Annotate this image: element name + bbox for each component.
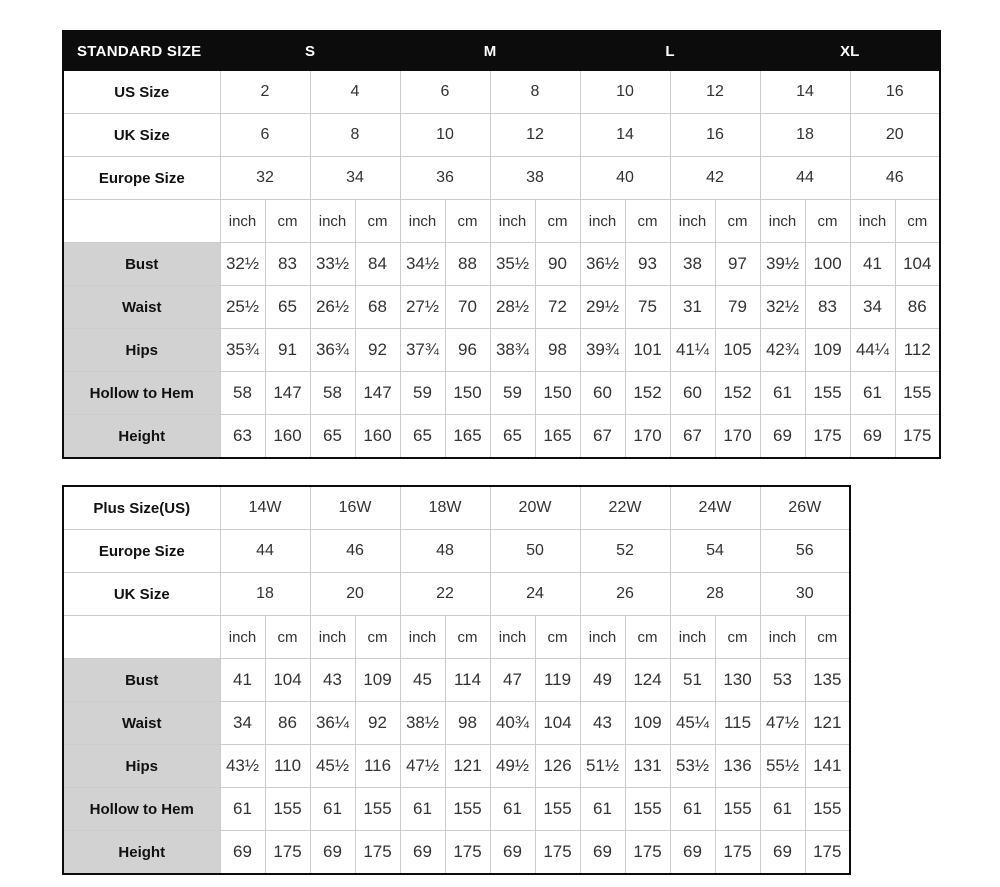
measure-value-cell: 45¼ [670, 702, 715, 745]
size-row [63, 71, 940, 114]
measure-value-cell: 33½ [310, 243, 355, 286]
measure-value-cell: 43 [310, 659, 355, 702]
measure-value-cell: 37¾ [400, 329, 445, 372]
measure-value-cell: 27½ [400, 286, 445, 329]
size-value-cell: 42 [670, 157, 760, 200]
unit-inch-cell: inch [760, 616, 805, 659]
unit-inch-cell: inch [580, 616, 625, 659]
measure-value-cell: 67 [580, 415, 625, 459]
measure-value-cell: 124 [625, 659, 670, 702]
measure-value-cell: 100 [805, 243, 850, 286]
size-value-cell: 30 [760, 573, 850, 616]
size-row [63, 157, 940, 200]
measure-value-cell: 38½ [400, 702, 445, 745]
measure-value-cell: 29½ [580, 286, 625, 329]
unit-inch-cell: inch [580, 200, 625, 243]
unit-cm-cell: cm [715, 616, 760, 659]
size-value-cell: 46 [850, 157, 940, 200]
size-value-cell: 20W [490, 486, 580, 530]
measure-row [63, 415, 940, 459]
size-value-cell: 40 [580, 157, 670, 200]
measure-value-cell: 92 [355, 329, 400, 372]
measure-value-cell: 47½ [760, 702, 805, 745]
unit-inch-cell: inch [760, 200, 805, 243]
size-value-cell: 10 [580, 71, 670, 114]
size-row [63, 486, 850, 530]
measure-value-cell: 175 [805, 415, 850, 459]
measure-value-cell: 160 [265, 415, 310, 459]
measure-row [63, 329, 940, 372]
size-value-cell: 14 [760, 71, 850, 114]
measure-value-cell: 104 [265, 659, 310, 702]
measure-value-cell: 69 [670, 831, 715, 875]
measure-value-cell: 147 [355, 372, 400, 415]
measure-value-cell: 131 [625, 745, 670, 788]
measure-value-cell: 39½ [760, 243, 805, 286]
unit-inch-cell: inch [220, 200, 265, 243]
unit-cm-cell: cm [625, 616, 670, 659]
size-row [63, 114, 940, 157]
size-value-cell: 6 [400, 71, 490, 114]
measure-value-cell: 36¾ [310, 329, 355, 372]
measure-value-cell: 61 [670, 788, 715, 831]
size-value-cell: 36 [400, 157, 490, 200]
size-row [63, 530, 850, 573]
measure-value-cell: 61 [760, 372, 805, 415]
measure-value-cell: 35¾ [220, 329, 265, 372]
size-value-cell: 52 [580, 530, 670, 573]
unit-row-blank-cell [63, 200, 220, 243]
measure-row [63, 831, 850, 875]
measure-row-label: Hollow to Hem [63, 372, 220, 415]
measure-value-cell: 44¼ [850, 329, 895, 372]
size-row [63, 573, 850, 616]
measure-row [63, 659, 850, 702]
measure-value-cell: 36¼ [310, 702, 355, 745]
measure-row [63, 372, 940, 415]
unit-row-blank-cell [63, 616, 220, 659]
measure-value-cell: 109 [355, 659, 400, 702]
measure-value-cell: 51 [670, 659, 715, 702]
measure-value-cell: 175 [625, 831, 670, 875]
measure-row [63, 788, 850, 831]
size-value-cell: 26 [580, 573, 670, 616]
size-group-header: M [400, 31, 580, 71]
measure-value-cell: 150 [445, 372, 490, 415]
measure-value-cell: 83 [805, 286, 850, 329]
measure-value-cell: 98 [535, 329, 580, 372]
measure-value-cell: 150 [535, 372, 580, 415]
measure-value-cell: 109 [625, 702, 670, 745]
measure-value-cell: 65 [400, 415, 445, 459]
size-row-label: Europe Size [63, 157, 220, 200]
measure-value-cell: 119 [535, 659, 580, 702]
measure-value-cell: 61 [580, 788, 625, 831]
measure-value-cell: 93 [625, 243, 670, 286]
size-row-label: Europe Size [63, 530, 220, 573]
size-value-cell: 44 [220, 530, 310, 573]
measure-value-cell: 53½ [670, 745, 715, 788]
measure-value-cell: 92 [355, 702, 400, 745]
measure-value-cell: 155 [535, 788, 580, 831]
plus-size-table [62, 485, 851, 875]
measure-value-cell: 47½ [400, 745, 445, 788]
measure-value-cell: 28½ [490, 286, 535, 329]
measure-value-cell: 112 [895, 329, 940, 372]
measure-value-cell: 43½ [220, 745, 265, 788]
unit-inch-cell: inch [310, 616, 355, 659]
measure-value-cell: 65 [490, 415, 535, 459]
measure-value-cell: 58 [220, 372, 265, 415]
measure-value-cell: 155 [265, 788, 310, 831]
size-value-cell: 44 [760, 157, 850, 200]
measure-value-cell: 41 [220, 659, 265, 702]
unit-row [63, 616, 850, 659]
unit-cm-cell: cm [805, 616, 850, 659]
measure-value-cell: 69 [400, 831, 445, 875]
measure-value-cell: 121 [805, 702, 850, 745]
measure-row [63, 243, 940, 286]
measure-value-cell: 49 [580, 659, 625, 702]
measure-value-cell: 175 [445, 831, 490, 875]
measure-value-cell: 70 [445, 286, 490, 329]
measure-value-cell: 104 [895, 243, 940, 286]
size-group-header: S [220, 31, 400, 71]
unit-inch-cell: inch [310, 200, 355, 243]
measure-value-cell: 34 [220, 702, 265, 745]
measure-value-cell: 39¾ [580, 329, 625, 372]
measure-value-cell: 26½ [310, 286, 355, 329]
unit-inch-cell: inch [490, 200, 535, 243]
measure-value-cell: 147 [265, 372, 310, 415]
measure-value-cell: 53 [760, 659, 805, 702]
measure-value-cell: 61 [490, 788, 535, 831]
size-row-label: US Size [63, 71, 220, 114]
measure-value-cell: 36½ [580, 243, 625, 286]
size-row-label: Plus Size(US) [63, 486, 220, 530]
unit-cm-cell: cm [445, 616, 490, 659]
unit-cm-cell: cm [535, 200, 580, 243]
unit-cm-cell: cm [625, 200, 670, 243]
measure-value-cell: 61 [850, 372, 895, 415]
measure-value-cell: 91 [265, 329, 310, 372]
unit-cm-cell: cm [895, 200, 940, 243]
measure-value-cell: 135 [805, 659, 850, 702]
measure-value-cell: 60 [580, 372, 625, 415]
measure-value-cell: 175 [355, 831, 400, 875]
measure-value-cell: 68 [355, 286, 400, 329]
measure-value-cell: 155 [355, 788, 400, 831]
measure-value-cell: 38 [670, 243, 715, 286]
standard-size-table [62, 30, 941, 459]
size-value-cell: 6 [220, 114, 310, 157]
unit-cm-cell: cm [265, 200, 310, 243]
measure-value-cell: 165 [535, 415, 580, 459]
measure-value-cell: 51½ [580, 745, 625, 788]
measure-value-cell: 90 [535, 243, 580, 286]
measure-value-cell: 40¾ [490, 702, 535, 745]
size-value-cell: 50 [490, 530, 580, 573]
size-value-cell: 22W [580, 486, 670, 530]
measure-value-cell: 69 [760, 831, 805, 875]
measure-value-cell: 58 [310, 372, 355, 415]
size-value-cell: 20 [310, 573, 400, 616]
unit-cm-cell: cm [535, 616, 580, 659]
measure-value-cell: 69 [760, 415, 805, 459]
size-value-cell: 20 [850, 114, 940, 157]
measure-value-cell: 141 [805, 745, 850, 788]
size-value-cell: 24W [670, 486, 760, 530]
unit-row [63, 200, 940, 243]
measure-value-cell: 175 [715, 831, 760, 875]
size-value-cell: 34 [310, 157, 400, 200]
size-value-cell: 8 [310, 114, 400, 157]
measure-value-cell: 170 [625, 415, 670, 459]
measure-row-label: Hollow to Hem [63, 788, 220, 831]
unit-inch-cell: inch [220, 616, 265, 659]
measure-row [63, 745, 850, 788]
measure-value-cell: 59 [400, 372, 445, 415]
size-value-cell: 22 [400, 573, 490, 616]
measure-value-cell: 61 [400, 788, 445, 831]
size-value-cell: 24 [490, 573, 580, 616]
unit-cm-cell: cm [265, 616, 310, 659]
measure-value-cell: 83 [265, 243, 310, 286]
size-value-cell: 46 [310, 530, 400, 573]
measure-value-cell: 155 [715, 788, 760, 831]
measure-value-cell: 155 [895, 372, 940, 415]
measure-value-cell: 61 [310, 788, 355, 831]
measure-value-cell: 175 [895, 415, 940, 459]
measure-value-cell: 97 [715, 243, 760, 286]
measure-value-cell: 152 [625, 372, 670, 415]
size-value-cell: 16W [310, 486, 400, 530]
measure-row-label: Hips [63, 329, 220, 372]
measure-value-cell: 155 [805, 788, 850, 831]
size-group-header: XL [760, 31, 940, 71]
measure-value-cell: 86 [265, 702, 310, 745]
measure-value-cell: 116 [355, 745, 400, 788]
size-value-cell: 12 [490, 114, 580, 157]
measure-value-cell: 55½ [760, 745, 805, 788]
measure-value-cell: 84 [355, 243, 400, 286]
unit-inch-cell: inch [850, 200, 895, 243]
measure-value-cell: 49½ [490, 745, 535, 788]
measure-row [63, 702, 850, 745]
size-value-cell: 56 [760, 530, 850, 573]
size-row-label: UK Size [63, 114, 220, 157]
measure-value-cell: 41¼ [670, 329, 715, 372]
measure-value-cell: 32½ [760, 286, 805, 329]
unit-cm-cell: cm [355, 616, 400, 659]
measure-row-label: Height [63, 831, 220, 875]
measure-value-cell: 63 [220, 415, 265, 459]
unit-cm-cell: cm [715, 200, 760, 243]
measure-value-cell: 41 [850, 243, 895, 286]
unit-inch-cell: inch [670, 200, 715, 243]
measure-value-cell: 45½ [310, 745, 355, 788]
size-value-cell: 48 [400, 530, 490, 573]
unit-inch-cell: inch [490, 616, 535, 659]
measure-value-cell: 69 [310, 831, 355, 875]
measure-row-label: Waist [63, 286, 220, 329]
measure-value-cell: 72 [535, 286, 580, 329]
size-value-cell: 14W [220, 486, 310, 530]
measure-value-cell: 34½ [400, 243, 445, 286]
size-value-cell: 32 [220, 157, 310, 200]
measure-value-cell: 88 [445, 243, 490, 286]
measure-value-cell: 155 [805, 372, 850, 415]
measure-value-cell: 25½ [220, 286, 265, 329]
measure-value-cell: 45 [400, 659, 445, 702]
measure-row-label: Bust [63, 243, 220, 286]
measure-value-cell: 155 [445, 788, 490, 831]
table-title: STANDARD SIZE [63, 31, 220, 71]
unit-cm-cell: cm [355, 200, 400, 243]
measure-value-cell: 109 [805, 329, 850, 372]
size-value-cell: 18 [760, 114, 850, 157]
measure-value-cell: 130 [715, 659, 760, 702]
measure-value-cell: 35½ [490, 243, 535, 286]
size-value-cell: 54 [670, 530, 760, 573]
measure-value-cell: 105 [715, 329, 760, 372]
unit-inch-cell: inch [670, 616, 715, 659]
size-value-cell: 8 [490, 71, 580, 114]
measure-value-cell: 136 [715, 745, 760, 788]
unit-inch-cell: inch [400, 200, 445, 243]
measure-value-cell: 79 [715, 286, 760, 329]
measure-value-cell: 98 [445, 702, 490, 745]
measure-row-label: Waist [63, 702, 220, 745]
measure-value-cell: 59 [490, 372, 535, 415]
size-value-cell: 12 [670, 71, 760, 114]
measure-value-cell: 60 [670, 372, 715, 415]
measure-value-cell: 114 [445, 659, 490, 702]
measure-value-cell: 65 [265, 286, 310, 329]
measure-row-label: Bust [63, 659, 220, 702]
measure-value-cell: 110 [265, 745, 310, 788]
measure-value-cell: 65 [310, 415, 355, 459]
size-group-header: L [580, 31, 760, 71]
size-value-cell: 16 [850, 71, 940, 114]
measure-value-cell: 101 [625, 329, 670, 372]
measure-value-cell: 38¾ [490, 329, 535, 372]
measure-value-cell: 175 [265, 831, 310, 875]
measure-value-cell: 32½ [220, 243, 265, 286]
measure-value-cell: 61 [220, 788, 265, 831]
measure-value-cell: 69 [850, 415, 895, 459]
unit-inch-cell: inch [400, 616, 445, 659]
measure-value-cell: 69 [490, 831, 535, 875]
measure-value-cell: 175 [805, 831, 850, 875]
measure-value-cell: 115 [715, 702, 760, 745]
table-header-row [63, 31, 940, 71]
measure-value-cell: 121 [445, 745, 490, 788]
size-value-cell: 18 [220, 573, 310, 616]
measure-row-label: Hips [63, 745, 220, 788]
measure-value-cell: 170 [715, 415, 760, 459]
measure-value-cell: 75 [625, 286, 670, 329]
size-value-cell: 26W [760, 486, 850, 530]
unit-cm-cell: cm [805, 200, 850, 243]
measure-value-cell: 126 [535, 745, 580, 788]
measure-value-cell: 69 [580, 831, 625, 875]
measure-value-cell: 42¾ [760, 329, 805, 372]
size-value-cell: 38 [490, 157, 580, 200]
size-value-cell: 18W [400, 486, 490, 530]
size-value-cell: 16 [670, 114, 760, 157]
size-value-cell: 4 [310, 71, 400, 114]
measure-value-cell: 104 [535, 702, 580, 745]
measure-value-cell: 31 [670, 286, 715, 329]
measure-value-cell: 86 [895, 286, 940, 329]
size-value-cell: 14 [580, 114, 670, 157]
measure-value-cell: 47 [490, 659, 535, 702]
size-row-label: UK Size [63, 573, 220, 616]
size-value-cell: 2 [220, 71, 310, 114]
measure-value-cell: 43 [580, 702, 625, 745]
measure-row-label: Height [63, 415, 220, 459]
measure-value-cell: 160 [355, 415, 400, 459]
size-value-cell: 10 [400, 114, 490, 157]
measure-value-cell: 67 [670, 415, 715, 459]
measure-value-cell: 152 [715, 372, 760, 415]
measure-value-cell: 175 [535, 831, 580, 875]
measure-value-cell: 69 [220, 831, 265, 875]
measure-value-cell: 61 [760, 788, 805, 831]
measure-value-cell: 34 [850, 286, 895, 329]
measure-row [63, 286, 940, 329]
unit-cm-cell: cm [445, 200, 490, 243]
measure-value-cell: 96 [445, 329, 490, 372]
size-value-cell: 28 [670, 573, 760, 616]
measure-value-cell: 155 [625, 788, 670, 831]
measure-value-cell: 165 [445, 415, 490, 459]
